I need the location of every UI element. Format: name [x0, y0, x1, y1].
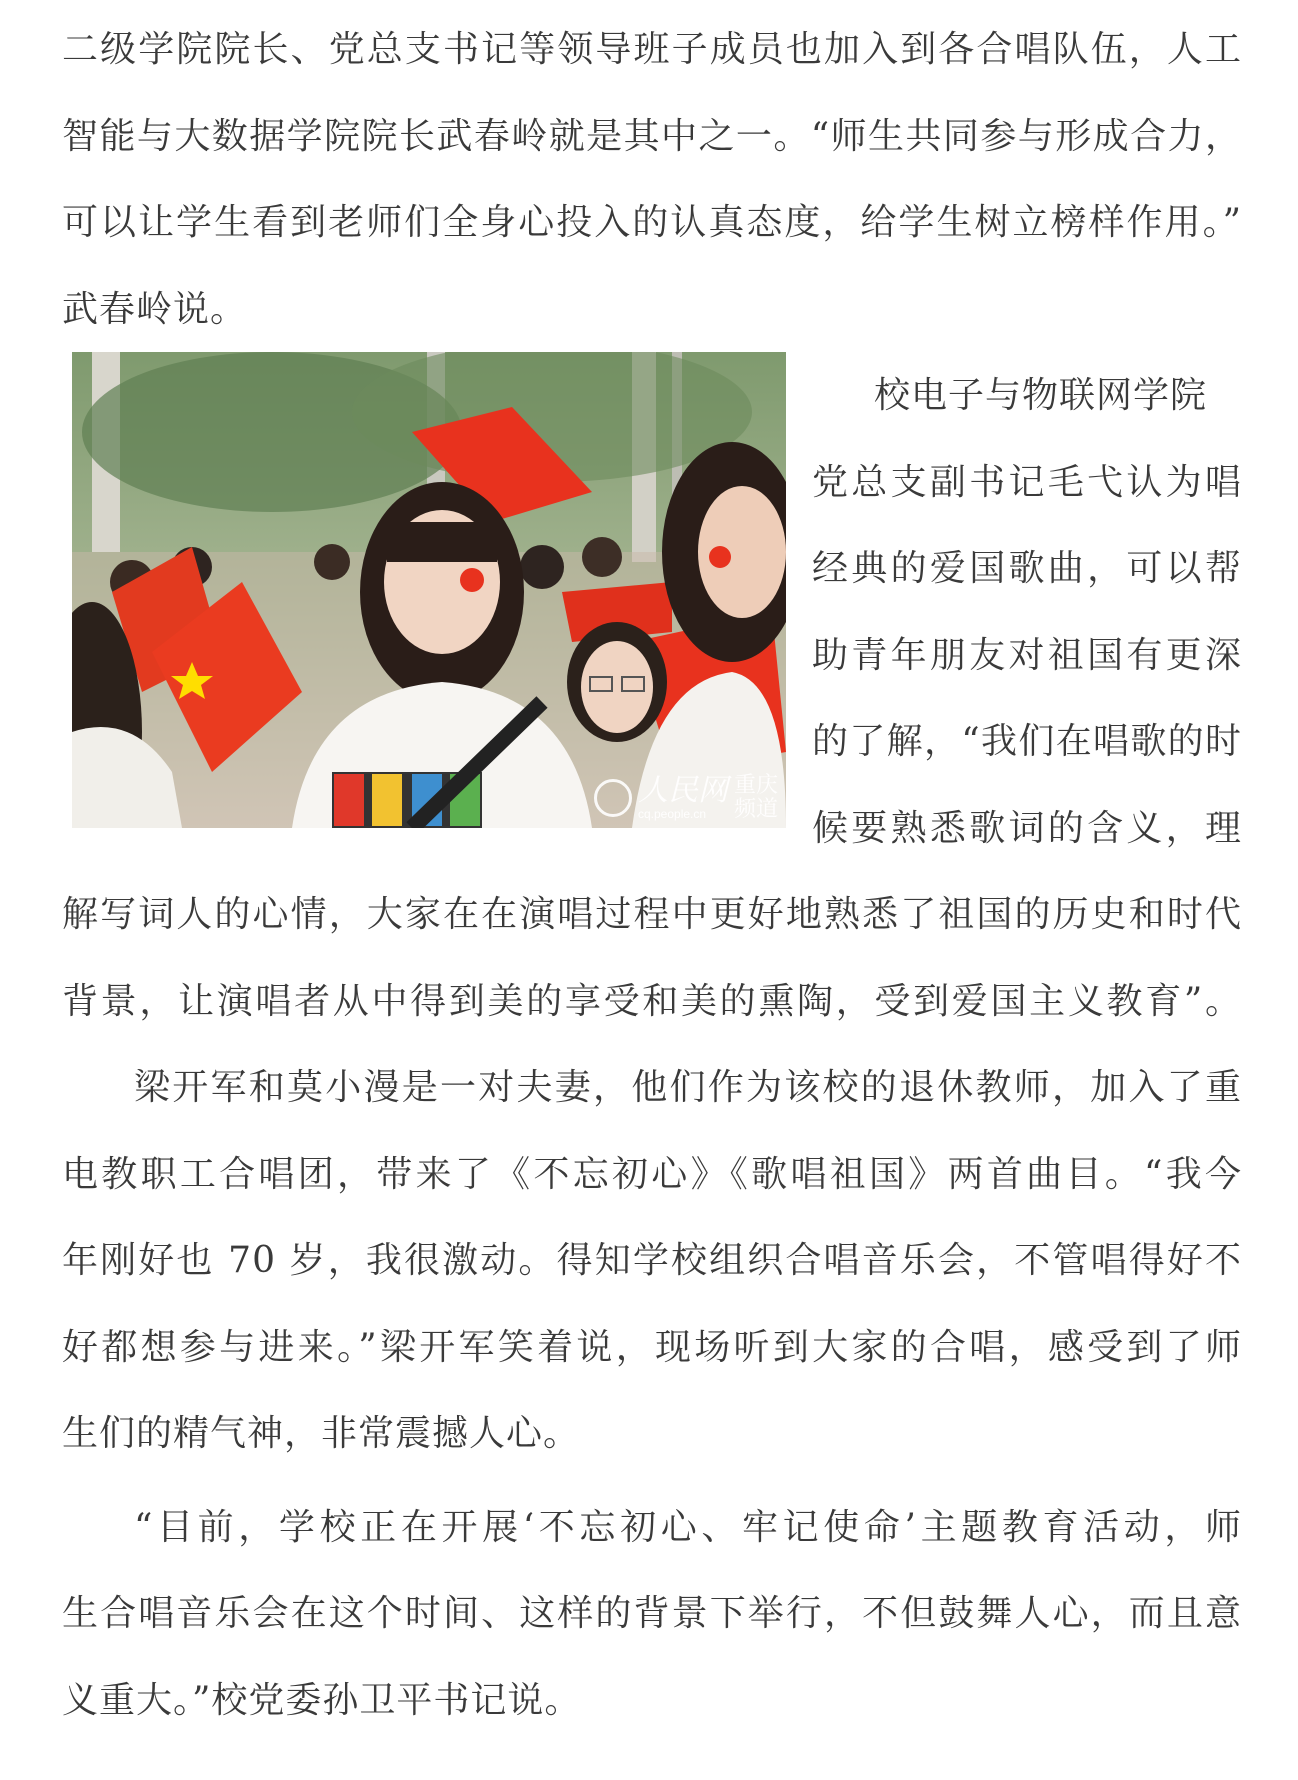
paragraph-2-side-line-6: 候要熟悉歌词的含义，理	[812, 808, 1242, 849]
paragraph-3-line-1: 梁开军和莫小漫是一对夫妻，他们作为该校的退休教师，加入了重	[134, 1067, 1242, 1108]
people-logo-icon	[594, 779, 632, 817]
paragraph-2-line-8: 背景，让演唱者从中得到美的享受和美的熏陶，受到爱国主义教育”。	[62, 981, 1242, 1022]
paragraph-3-line-5: 生们的精气神，非常震撼人心。	[62, 1413, 581, 1454]
paragraph-3-line-3: 年刚好也 70 岁，我很激动。得知学校组织合唱音乐会，不管唱得好不	[62, 1240, 1242, 1281]
paragraph-1-line-4: 武春岭说。	[62, 289, 248, 330]
watermark-side-text: 重庆频道	[734, 773, 779, 822]
photo-watermark	[594, 774, 778, 822]
paragraph-2-side-line-5: 的了解，“我们在唱歌的时	[812, 721, 1242, 762]
paragraph-2-side-line-4: 助青年朋友对祖国有更深	[812, 635, 1242, 676]
paragraph-4-line-2: 生合唱音乐会在这个时间、这样的背景下举行，不但鼓舞人心，而且意	[62, 1593, 1242, 1634]
photo-illustration	[72, 352, 786, 828]
paragraph-2-line-7: 解写词人的心情，大家在在演唱过程中更好地熟悉了祖国的历史和时代	[62, 894, 1242, 935]
paragraph-1-line-3: 可以让学生看到老师们全身心投入的认真态度，给学生树立榜样作用。”	[62, 202, 1242, 243]
paragraph-2-side-line-1: 校电子与物联网学院	[874, 375, 1208, 416]
article-photo	[72, 352, 786, 828]
watermark-main-text: 人民网	[638, 773, 728, 808]
paragraph-1-line-1: 二级学院院长、党总支书记等领导班子成员也加入到各合唱队伍，人工	[62, 29, 1242, 70]
paragraph-2-side-line-3: 经典的爱国歌曲，可以帮	[812, 548, 1242, 589]
paragraph-4-line-1: “目前，学校正在开展‘不忘初心、牢记使命’主题教育活动，师	[134, 1507, 1242, 1548]
paragraph-2-side-line-2: 党总支副书记毛弋认为唱	[812, 462, 1242, 503]
paragraph-1-line-2: 智能与大数据学院院长武春岭就是其中之一。“师生共同参与形成合力，	[62, 116, 1242, 157]
paragraph-3-line-4: 好都想参与进来。”梁开军笑着说，现场听到大家的合唱，感受到了师	[62, 1327, 1242, 1368]
paragraph-4-line-3: 义重大。”校党委孙卫平书记说。	[62, 1680, 582, 1721]
paragraph-3-line-2: 电教职工合唱团，带来了《不忘初心》《歌唱祖国》两首曲目。“我今	[62, 1154, 1242, 1195]
watermark-url-text: cq.people.cn	[638, 807, 707, 821]
